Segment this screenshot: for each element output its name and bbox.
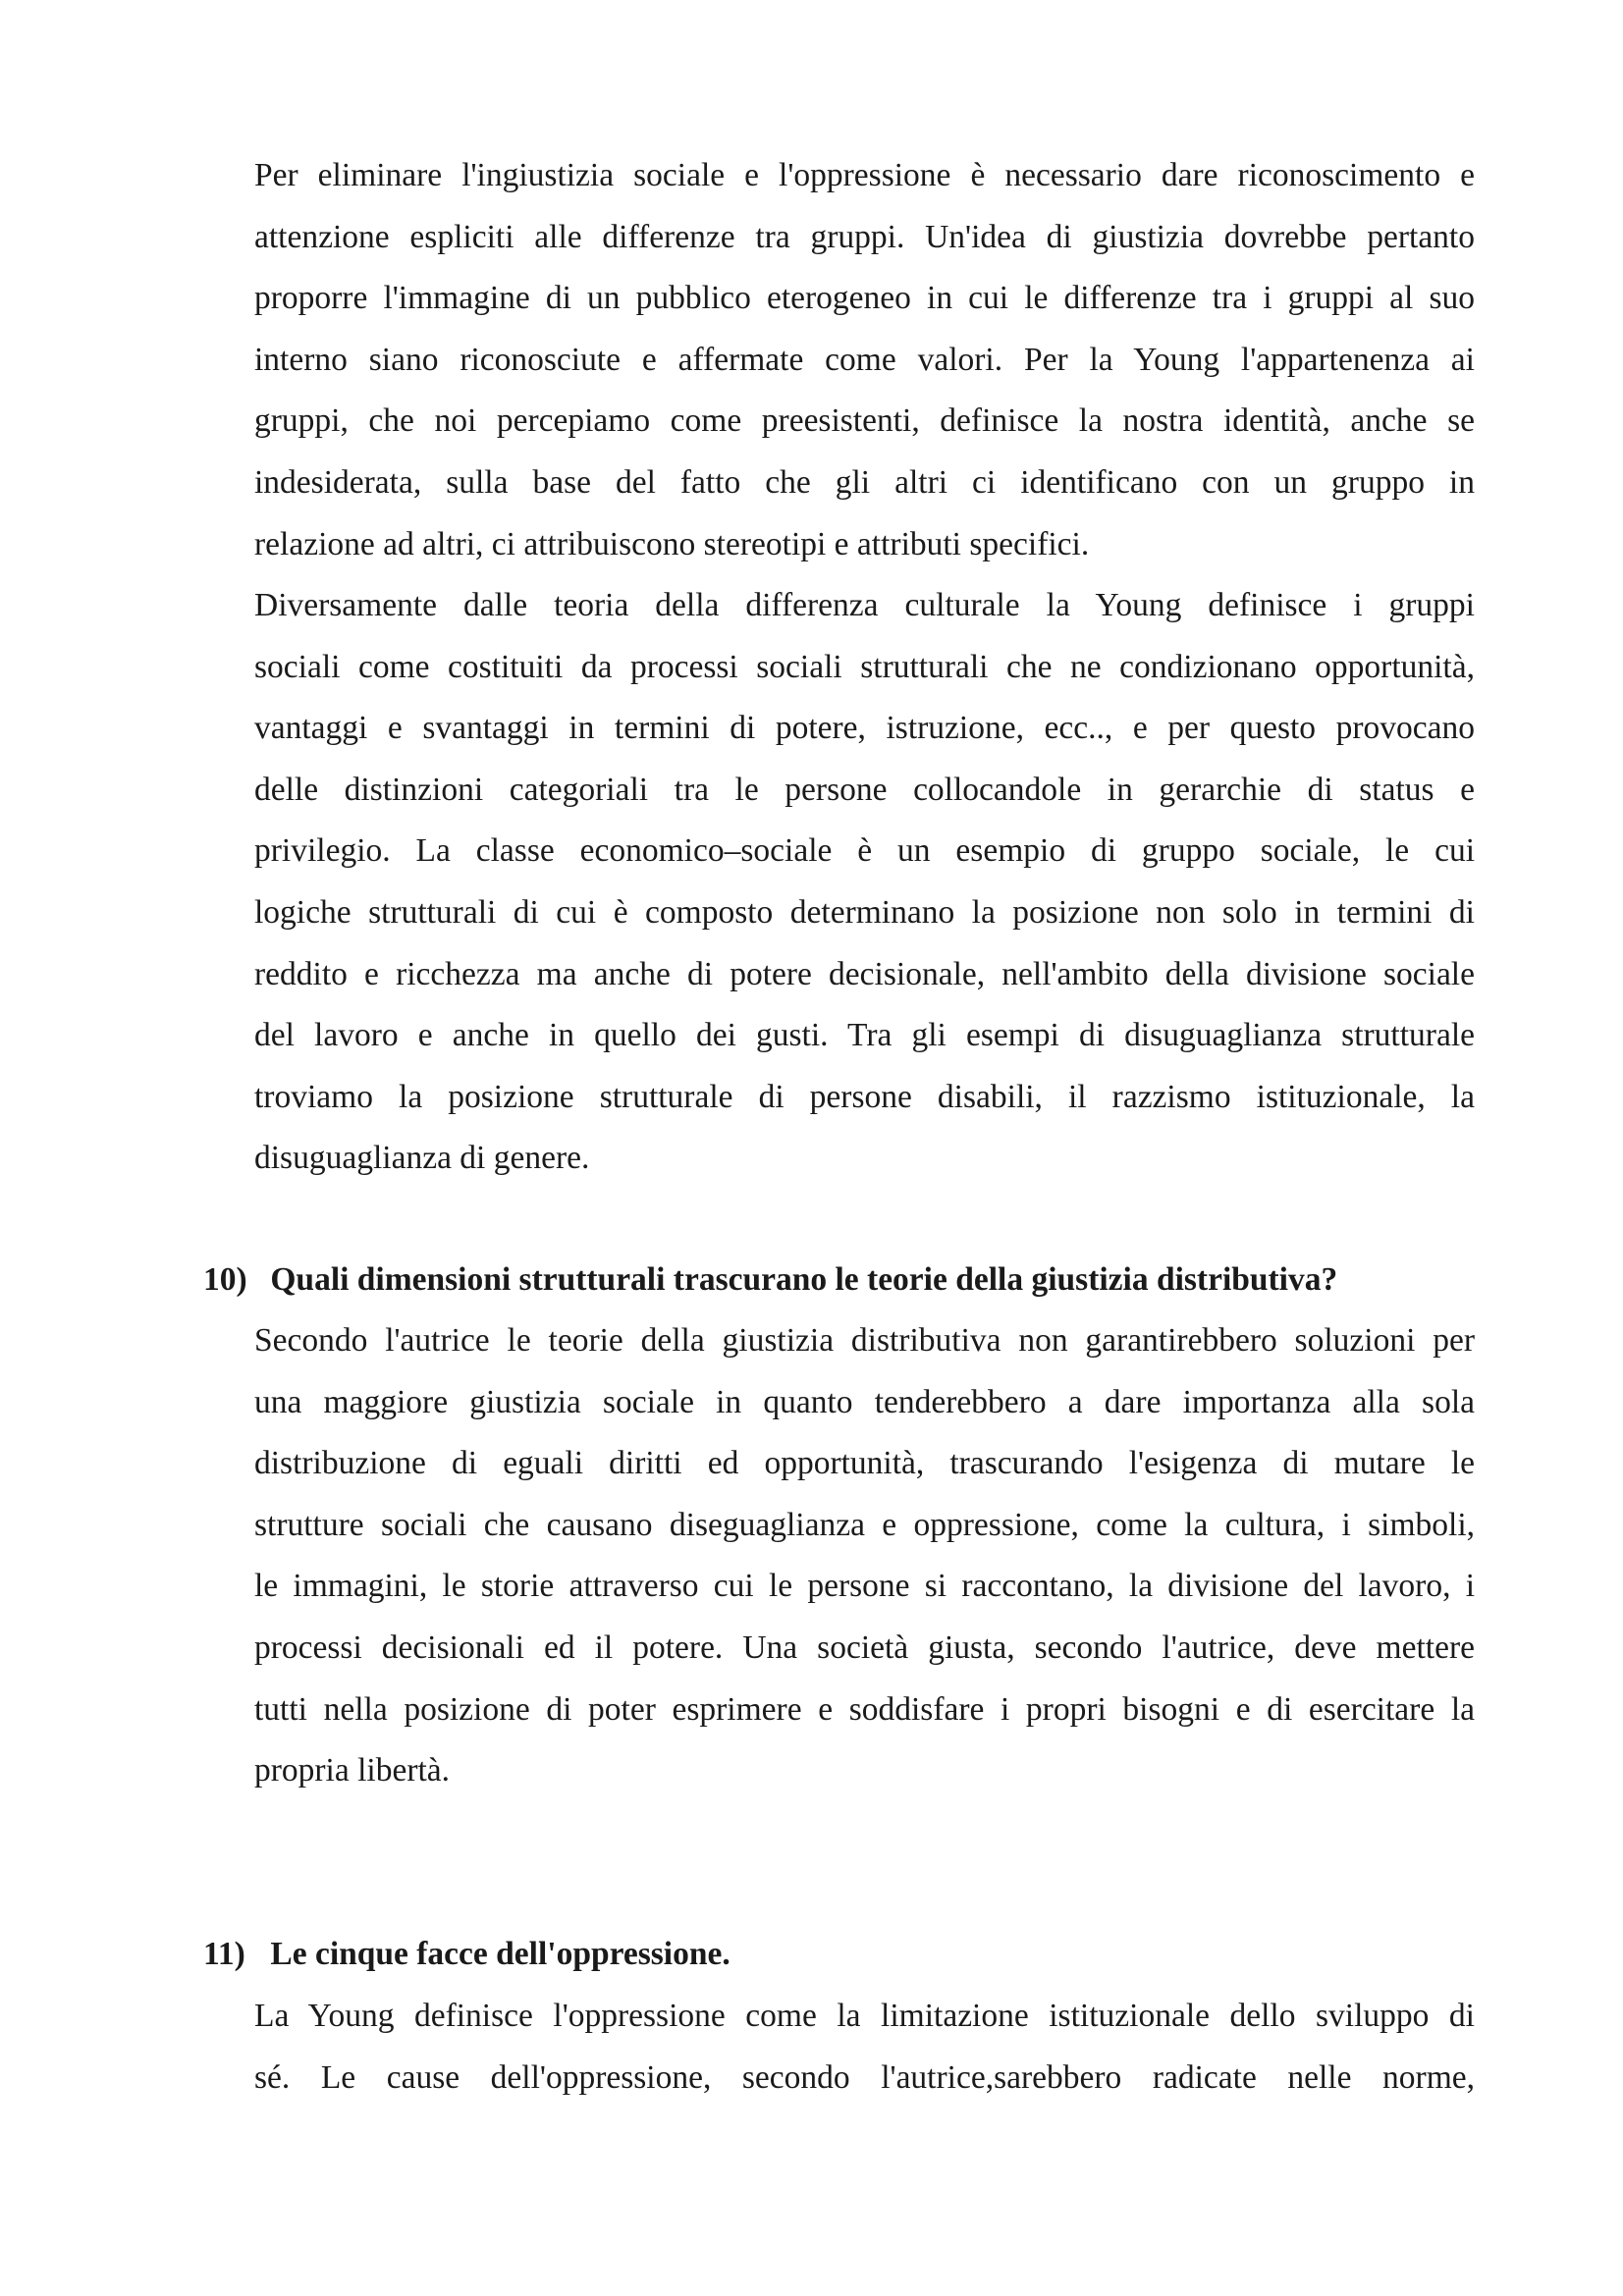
text-line: delle distinzioni categoriali tra le persone collocandole in gerarchie di status e xyxy=(254,771,1475,808)
text-line: proporre l'immagine di un pubblico eterogeneo in cui le differenze tra i gruppi al suo xyxy=(254,280,1475,317)
text-line: disuguaglianza di genere. xyxy=(254,1140,590,1177)
text-line: strutture sociali che causano diseguaglianza e oppressione, come la cultura, i simboli, xyxy=(254,1506,1475,1543)
text-line: interno siano riconosciute e affermate come valori. Per la Young l'appartenenza ai xyxy=(254,341,1475,378)
section-title: Quali dimensioni strutturali trascurano le teorie della giustizia distributiva? xyxy=(270,1261,1338,1298)
section-number: 11) xyxy=(203,1936,245,1972)
text-line: La Young definisce l'oppressione come la limitazione istituzionale dello sviluppo di xyxy=(254,1998,1475,2034)
section-title: Le cinque facce dell'oppressione. xyxy=(270,1936,730,1972)
section-heading-10 xyxy=(203,1250,1480,1311)
text-line: sé. Le cause dell'oppressione, secondo l'autrice,sarebbero radicate nelle norme, xyxy=(254,2058,1475,2096)
text-line: privilegio. La classe economico–sociale è un esempio di gruppo sociale, le cui xyxy=(254,832,1475,870)
text-line: del lavoro e anche in quello dei gusti. Tra gli esempi di disuguaglianza strutturale xyxy=(254,1017,1475,1054)
text-line: logiche strutturali di cui è composto determinano la posizione non solo in termini di xyxy=(254,893,1475,931)
text-line: vantaggi e svantaggi in termini di potere, istruzione, ecc.., e per questo provocano xyxy=(254,710,1475,747)
text-line: distribuzione di eguali diritti ed opportunità, trascurando l'esigenza di mutare le xyxy=(254,1445,1475,1482)
text-line: tutti nella posizione di poter esprimere e soddisfare i propri bisogni e di esercitare la xyxy=(254,1690,1475,1728)
text-line: processi decisionali ed il potere. Una società giusta, secondo l'autrice, deve mettere xyxy=(254,1629,1475,1666)
text-line: Secondo l'autrice le teorie della giustizia distributiva non garantirebbero soluzioni per xyxy=(254,1322,1475,1359)
text-line: una maggiore giustizia sociale in quanto tenderebbero a dare importanza alla sola xyxy=(254,1383,1475,1420)
text-line: propria libertà. xyxy=(254,1752,451,1789)
text-line: reddito e ricchezza ma anche di potere decisionale, nell'ambito della divisione sociale xyxy=(254,955,1475,992)
text-line: le immagini, le storie attraverso cui le persone si raccontano, la divisione del lavoro, i xyxy=(254,1568,1475,1605)
paragraph-structural-groups xyxy=(254,575,1475,1190)
text-line: Diversamente dalle teoria della differenza culturale la Young definisce i gruppi xyxy=(254,587,1475,623)
text-line: sociali come costituiti da processi sociali strutturali che ne condizionano opportunità, xyxy=(254,648,1475,685)
text-line: troviamo la posizione strutturale di persone disabili, il razzismo istituzionale, la xyxy=(254,1078,1475,1115)
text-line: Per eliminare l'ingiustizia sociale e l'oppressione è necessario dare riconoscimento e xyxy=(254,157,1475,193)
section-number: 10) xyxy=(203,1261,247,1298)
section-heading-11 xyxy=(203,1924,1480,1986)
paragraph-distributive-justice xyxy=(254,1310,1475,1802)
text-line: relazione ad altri, ci attribuiscono stereotipi e attributi specifici. xyxy=(254,525,1090,562)
text-line: gruppi, che noi percepiamo come preesistenti, definisce la nostra identità, anche se xyxy=(254,402,1475,440)
text-line: attenzione espliciti alle differenze tra gruppi. Un'idea di giustizia dovrebbe pertanto xyxy=(254,218,1475,255)
text-line: indesiderata, sulla base del fatto che gli altri ci identificano con un gruppo in xyxy=(254,463,1475,501)
paragraph-group-differences xyxy=(254,145,1475,575)
paragraph-oppression xyxy=(254,1986,1475,2109)
